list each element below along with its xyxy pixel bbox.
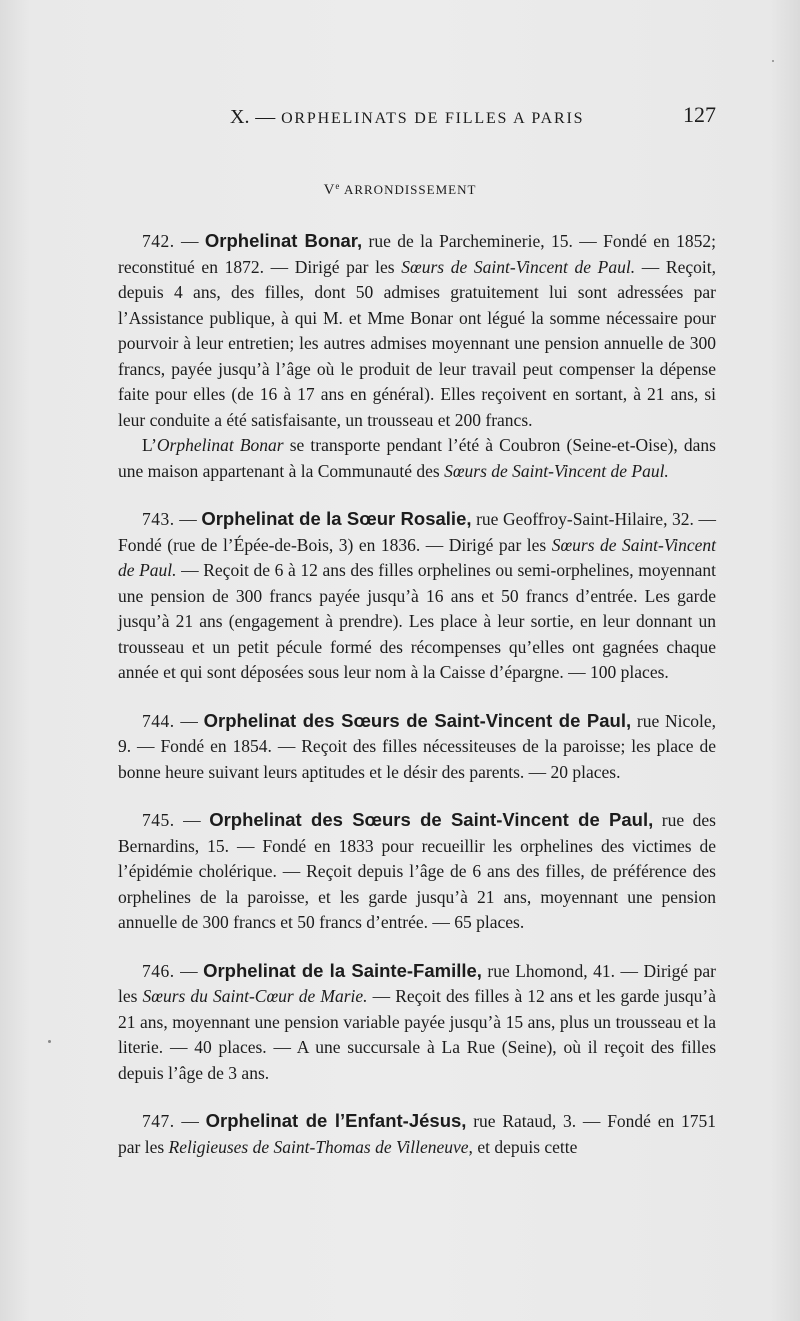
body-text: — Reçoit de 6 à 12 ans des filles orphelines ou semi-orphelines, moyennant une pension de 300 francs payée jusqu’à 16 ans et 50 francs d’entrée. Les garde jusqu’à 21 ans (engagement à prendre). Les place à leur sortie, en leur donnant un trousseau et un petit pécule formé des récompenses qu’elles ont gagnées chaque année et qui sont déposées sous leur nom à la Caisse d’épargne. — 100 places. (118, 560, 716, 682)
body-text: — Reçoit des filles à 12 ans et les garde jusqu’à 21 ans, moyennant une pension variable payée jusqu’à 15 ans, plus un trousseau et la literie. — 40 places. — A une succursale à La Rue (Seine), où il reçoit des filles depuis l’âge de 3 ans. (118, 986, 716, 1083)
body-text: rue Lhomond, 41. — Dirigé par les (118, 960, 717, 1006)
entry-number: 747. (142, 1111, 175, 1131)
italic-text: Sœurs de Saint-Vincent de Paul. (401, 256, 636, 277)
entry-number: 742. (142, 231, 175, 251)
body-text: se transporte pendant l’été à Coubron (Seine-et-Oise), dans une maison appartenant à la Communauté des (118, 435, 716, 481)
entry-paragraph (118, 433, 716, 484)
orphanage-entry (118, 708, 716, 786)
italic-text: Sœurs de Saint-Vincent de Paul. (444, 460, 669, 481)
body-text: rue Rataud, 3. — Fondé en 1751 par les (118, 1111, 717, 1157)
entry-paragraph: 744. — Orphelinat des Sœurs de Saint-Vincent de Paul, rue Nicole, 9. — Fondé en 1854. — Reçoit des filles nécessiteuses de la paroisse; les place de bonne heure suivant leurs aptitudes et le désir des parents. — 20 places. (118, 709, 717, 782)
entry-title: Orphelinat de la Sœur Rosalie, (201, 508, 472, 529)
entry-title: Orphelinat Bonar, (204, 230, 363, 251)
entry-paragraph: 747. — Orphelinat de l’Enfant-Jésus, rue Rataud, 3. — Fondé en 1751 par les Religieuses de Saint-Thomas de Villeneuve, et depuis cette (118, 1110, 717, 1157)
entry-paragraph: 746. — Orphelinat de la Sainte-Famille, rue Lhomond, 41. — Dirigé par les Sœurs du Saint-Cœur de Marie. — Reçoit des filles à 12 ans et les garde jusqu’à 21 ans, moyennant une pension variable payée jusqu’à 15 ans, plus un trousseau et la literie. — 40 places. — A une succursale à La Rue (Seine), où il reçoit des filles depuis l’âge de 3 ans. (118, 959, 717, 1083)
italic-text: Sœurs de Saint-Vincent de Paul. (118, 534, 716, 580)
section-sup: e (335, 181, 341, 191)
italic-text: Sœurs du Saint-Cœur de Marie. (142, 986, 368, 1006)
entry-paragraph: 742. — Orphelinat Bonar, rue de la Parcheminerie, 15. — Fondé en 1852; reconstitué en 1872. — Dirigé par les Sœurs de Saint-Vincent de Paul. — Reçoit, depuis 4 ans, des filles, dont 50 admises gratuitement lui sont adressées par l’Assistance publique, à qui M. et Mme Bonar ont légué la somme nécessaire pour pourvoir à leur entretien; les autres admises moyennant une pension annuelle de 300 francs, payée jusqu’à l’âge où le produit de leur travail peut compenser la dépense faite pour elles (de 16 à 17 ans en général). Elles reçoivent en sortant, à 21 ans, si leur conduite a été satisfaisante, un trousseau et 200 francs. (118, 230, 717, 430)
entry-title: Orphelinat des Sœurs de Saint-Vincent de Paul, (203, 709, 632, 731)
body-text: rue Nicole, 9. — Fondé en 1854. — Reçoit des filles nécessiteuses de la paroisse; les place de bonne heure suivant leurs aptitudes et le désir des parents. — 20 places. (118, 710, 717, 782)
running-title (230, 106, 584, 129)
section-heading (0, 181, 800, 199)
body-text: L’ (142, 435, 157, 455)
body-text: rue des Bernardins, 15. — Fondé en 1833 pour recueillir les orphelines des victimes de l’épidémie cholérique. — Reçoit depuis l’âge de 6 ans des filles, de préférence des orphelines de la paroisse, et les garde jusqu’à 21 ans, moyennant une pension annuelle de 300 francs et 50 francs d’entrée. — 65 places. (118, 810, 716, 932)
header-dash: — (255, 106, 276, 128)
entry-paragraph: 743. — Orphelinat de la Sœur Rosalie, rue Geoffroy-Saint-Hilaire, 32. — Fondé (rue de l’Épée-de-Bois, 3) en 1836. — Dirigé par les Sœurs de Saint-Vincent de Paul. — Reçoit de 6 à 12 ans des filles orphelines ou semi-orphelines, moyennant une pension de 300 francs payée jusqu’à 16 ans et 50 francs d’entrée. Les garde jusqu’à 21 ans (engagement à prendre). Les place à leur sortie, en leur donnant un trousseau et un petit pécule formé des récompenses qu’elles ont gagnées chaque année et qui sont déposées sous leur nom à la Caisse d’épargne. — 100 places. (118, 508, 717, 682)
italic-text: Orphelinat Bonar (156, 435, 284, 455)
entry-number: 744. (142, 710, 175, 731)
orphanage-entry (118, 228, 716, 484)
paper-speck (772, 60, 774, 62)
body-text: — Reçoit, depuis 4 ans, des filles, dont 50 admises gratuitement lui sont adressées par l’Assistance publique, à qui M. et Mme Bonar ont légué la somme nécessaire pour pourvoir à leur entretien; les autres admises moyennant une pension annuelle de 300 francs, payée jusqu’à l’âge où le produit de leur travail peut compenser la dépense faite pour elles (de 16 à 17 ans en général). Elles reçoivent en sortant, à 21 ans, si leur conduite a été satisfaisante, un trousseau et 200 francs. (118, 256, 716, 430)
entry-number: 743. (142, 509, 175, 529)
entry-title: Orphelinat des Sœurs de Saint-Vincent de Paul, (209, 809, 654, 830)
italic-text: Religieuses de Saint-Thomas de Villeneuve, (168, 1136, 473, 1157)
entry-title: Orphelinat de l’Enfant-Jésus, (205, 1110, 467, 1131)
section-label: ARRONDISSEMENT (343, 182, 477, 197)
body-text: rue de la Parcheminerie, 15. — Fondé en 1852; reconstitué en 1872. — Dirigé par les (118, 231, 717, 277)
entries-list (118, 228, 716, 1182)
orphanage-entry (118, 506, 716, 686)
body-text: rue Geoffroy-Saint-Hilaire, 32. — Fondé (rue de l’Épée-de-Bois, 3) en 1836. — Dirigé par les (118, 509, 717, 555)
section-roman: V (323, 182, 336, 198)
entry-number: 745. (142, 810, 175, 830)
running-title-text: ORPHELINATS DE FILLES A PARIS (281, 110, 585, 127)
paper-speck (48, 1040, 51, 1043)
orphanage-entry (118, 807, 716, 936)
entry-paragraph: 745. — Orphelinat des Sœurs de Saint-Vincent de Paul, rue des Bernardins, 15. — Fondé en 1833 pour recueillir les orphelines des victimes de l’épidémie cholérique. — Reçoit depuis l’âge de 6 ans des filles, de préférence des orphelines de la paroisse, et les garde jusqu’à 21 ans, moyennant une pension annuelle de 300 francs et 50 francs d’entrée. — 65 places. (118, 809, 716, 932)
body-text: et depuis cette (472, 1136, 578, 1157)
entry-number: 746. (142, 960, 175, 981)
chapter-number: X. (230, 106, 250, 128)
page-number: 127 (683, 102, 716, 127)
orphanage-entry (118, 958, 716, 1087)
orphanage-entry (118, 1108, 716, 1160)
entry-title: Orphelinat de la Sainte-Famille, (203, 959, 482, 981)
page-header (118, 102, 716, 132)
